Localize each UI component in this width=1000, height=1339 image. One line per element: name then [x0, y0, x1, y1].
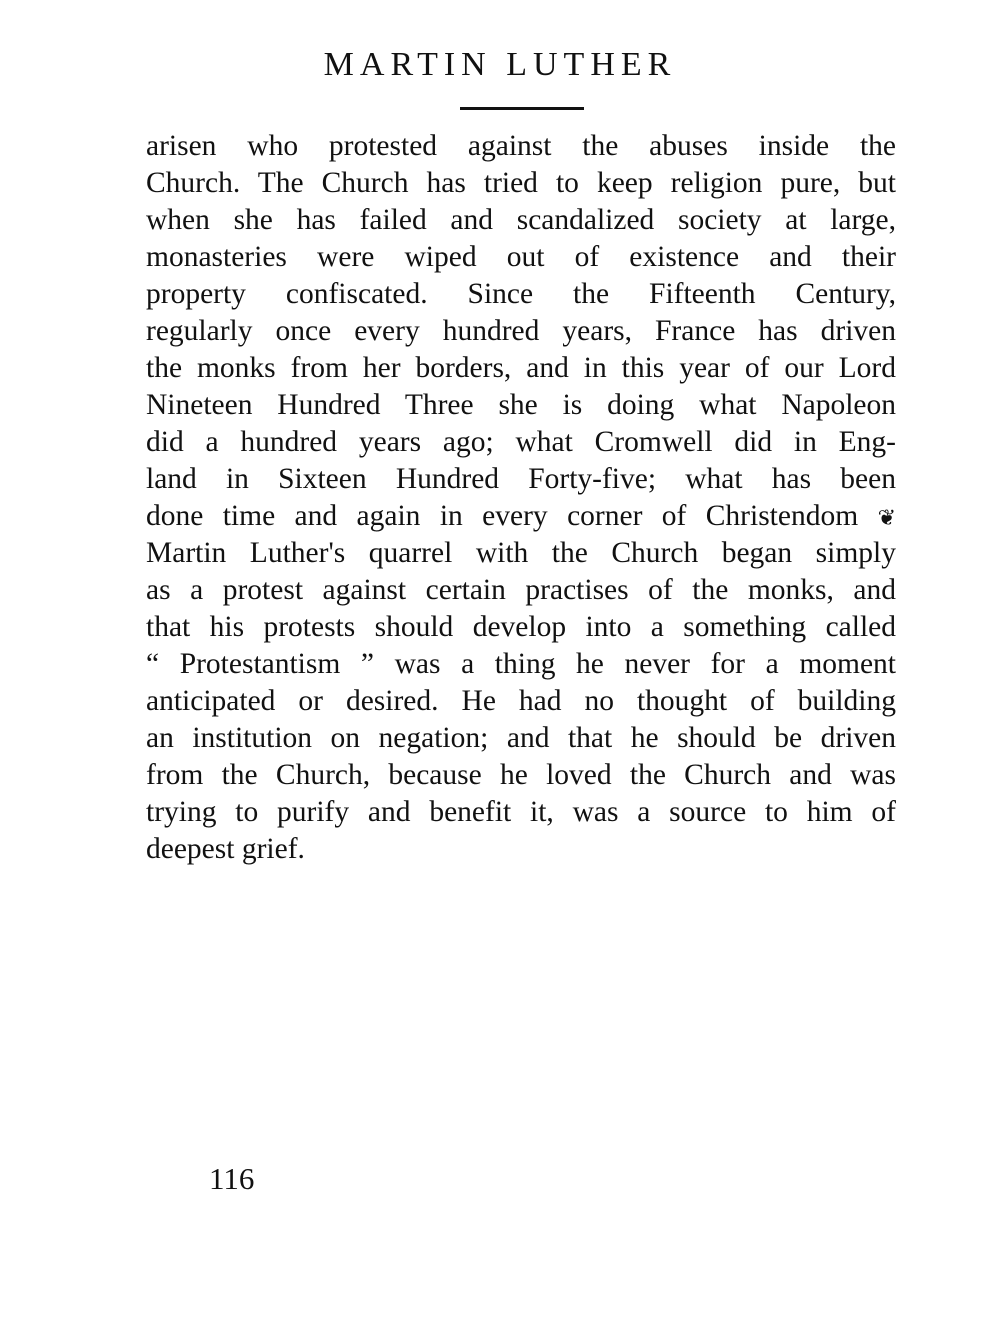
text-line: regularly once every hundred years, France has driven	[146, 315, 896, 347]
text-line: property confiscated. Since the Fifteenth Century,	[146, 278, 896, 310]
body-text	[146, 128, 896, 868]
leaf-ornament-icon: ❦	[877, 505, 897, 530]
text-line: as a protest against certain practises of the monks, and	[146, 574, 896, 606]
text-line-part: done time and again in every corner of Christendom	[146, 500, 859, 532]
text-line: the monks from her borders, and in this year of our Lord	[146, 352, 896, 384]
text-line: anticipated or desired. He had no thought of building	[146, 685, 896, 717]
text-line: Martin Luther's quarrel with the Church began simply	[146, 537, 896, 569]
head-rule	[460, 107, 584, 110]
text-line: an institution on negation; and that he should be driven	[146, 722, 896, 754]
text-line: “ Protestantism ” was a thing he never for a moment	[146, 648, 896, 680]
text-line: from the Church, because he loved the Church and was	[146, 759, 896, 791]
text-line-with-ornament	[146, 498, 896, 535]
text-line: Nineteen Hundred Three she is doing what Napoleon	[146, 389, 896, 421]
text-line: trying to purify and benefit it, was a source to him of	[146, 796, 896, 828]
text-line: when she has failed and scandalized society at large,	[146, 204, 896, 236]
text-line: deepest grief.	[146, 833, 305, 865]
text-line: land in Sixteen Hundred Forty-five; what has been	[146, 463, 896, 495]
text-line: arisen who protested against the abuses inside the	[146, 130, 896, 162]
text-line: monasteries were wiped out of existence and their	[146, 241, 896, 273]
running-head: MARTIN LUTHER	[323, 46, 677, 83]
page-number: 116	[209, 1161, 255, 1196]
text-line: that his protests should develop into a something called	[146, 611, 896, 643]
text-line: Church. The Church has tried to keep religion pure, but	[146, 167, 896, 199]
text-line: did a hundred years ago; what Cromwell did in Eng-	[146, 426, 896, 458]
